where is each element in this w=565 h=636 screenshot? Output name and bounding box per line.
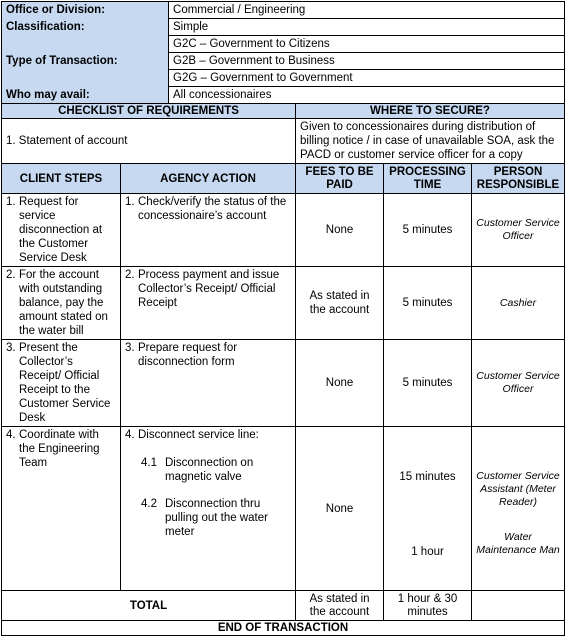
total-person: [472, 591, 565, 621]
step-row: [2, 427, 565, 591]
where-to-secure: Given to concessionaires during distribution of billing notice / in case of unavailable SOA, ask the PACD or customer service officer for a copy: [296, 119, 565, 164]
checklist-item: 1. Statement of account: [2, 119, 296, 164]
total-time: 1 hour & 30 minutes: [384, 591, 472, 621]
checklist-header: CHECKLIST OF REQUIREMENTS: [2, 104, 296, 119]
person-cell: [472, 427, 565, 591]
checklist-row: [2, 119, 565, 164]
time-cell: 5 minutes: [384, 267, 472, 340]
time-cell: 5 minutes: [384, 340, 472, 427]
sub-step: 4.1 Disconnection on magnetic valve: [141, 457, 254, 483]
office-value: Commercial / Engineering: [169, 2, 565, 19]
fees-cell: As stated in the account: [296, 267, 384, 340]
transaction-value-g2b: G2B – Government to Business: [169, 53, 565, 70]
person-cell: Customer Service Officer: [472, 340, 565, 427]
agency-action: 3. Prepare request for disconnection form: [121, 340, 296, 427]
total-row: [2, 591, 565, 621]
transaction-value-g2g: G2G – Government to Government: [169, 70, 565, 87]
col-agency-action: AGENCY ACTION: [121, 164, 296, 194]
time-cell: 5 minutes: [384, 194, 472, 267]
time-cell: [384, 427, 472, 591]
agency-action: 1. Check/verify the status of the concessionaire’s account: [121, 194, 296, 267]
avail-value: All concessionaires: [169, 87, 565, 104]
agency-action: 4. Disconnect service line: 4.1 Disconnection on magnetic valve 4.2 Disconnection thru pulling out the water meter: [121, 427, 296, 591]
avail-label: Who may avail:: [2, 87, 169, 104]
col-fees: FEES TO BE PAID: [296, 164, 384, 194]
end-of-transaction: END OF TRANSACTION: [2, 621, 565, 636]
fees-cell: None: [296, 427, 384, 591]
col-processing-time: PROCESSING TIME: [384, 164, 472, 194]
time-sub-1: 15 minutes: [399, 471, 456, 483]
person-cell: Customer Service Officer: [472, 194, 565, 267]
office-label: Office or Division:: [2, 2, 169, 19]
client-step: 3. Present the Collector’s Receipt/ Official Receipt to the Customer Service Desk: [2, 340, 121, 427]
step-row: [2, 267, 565, 340]
column-header-row: [2, 164, 565, 194]
total-fees: As stated in the account: [296, 591, 384, 621]
step-row: [2, 340, 565, 427]
transaction-label: Type of Transaction:: [2, 36, 169, 87]
client-step: 1. Request for service disconnection at the Customer Service Desk: [2, 194, 121, 267]
time-sub-2: 1 hour: [411, 546, 444, 558]
where-header: WHERE TO SECURE?: [296, 104, 565, 119]
avail-row: [2, 87, 565, 104]
office-row: [2, 2, 565, 19]
checklist-header-row: [2, 104, 565, 119]
client-step: 4. Coordinate with the Engineering Team: [2, 427, 121, 591]
person-sub-2: Water Maintenance Man: [476, 531, 560, 556]
person-sub-1: Customer Service Assistant (Meter Reader): [476, 470, 560, 508]
step-row: [2, 194, 565, 267]
col-person-responsible: PERSON RESPONSIBLE: [472, 164, 565, 194]
transaction-value-g2c: G2C – Government to Citizens: [169, 36, 565, 53]
classification-value: Simple: [169, 19, 565, 36]
col-client-steps: CLIENT STEPS: [2, 164, 121, 194]
client-step: 2. For the account with outstanding balance, pay the amount stated on the water bill: [2, 267, 121, 340]
classification-row: [2, 19, 565, 36]
person-cell: Cashier: [472, 267, 565, 340]
agency-action: 2. Process payment and issue Collector’s Receipt/ Official Receipt: [121, 267, 296, 340]
sub-step: 4.2 Disconnection thru pulling out the water meter: [141, 498, 268, 538]
fees-cell: None: [296, 194, 384, 267]
total-label: TOTAL: [2, 591, 296, 621]
end-row: [2, 621, 565, 636]
fees-cell: None: [296, 340, 384, 427]
citizen-charter-table: [1, 1, 565, 636]
transaction-row-1: [2, 36, 565, 53]
classification-label: Classification:: [2, 19, 169, 36]
